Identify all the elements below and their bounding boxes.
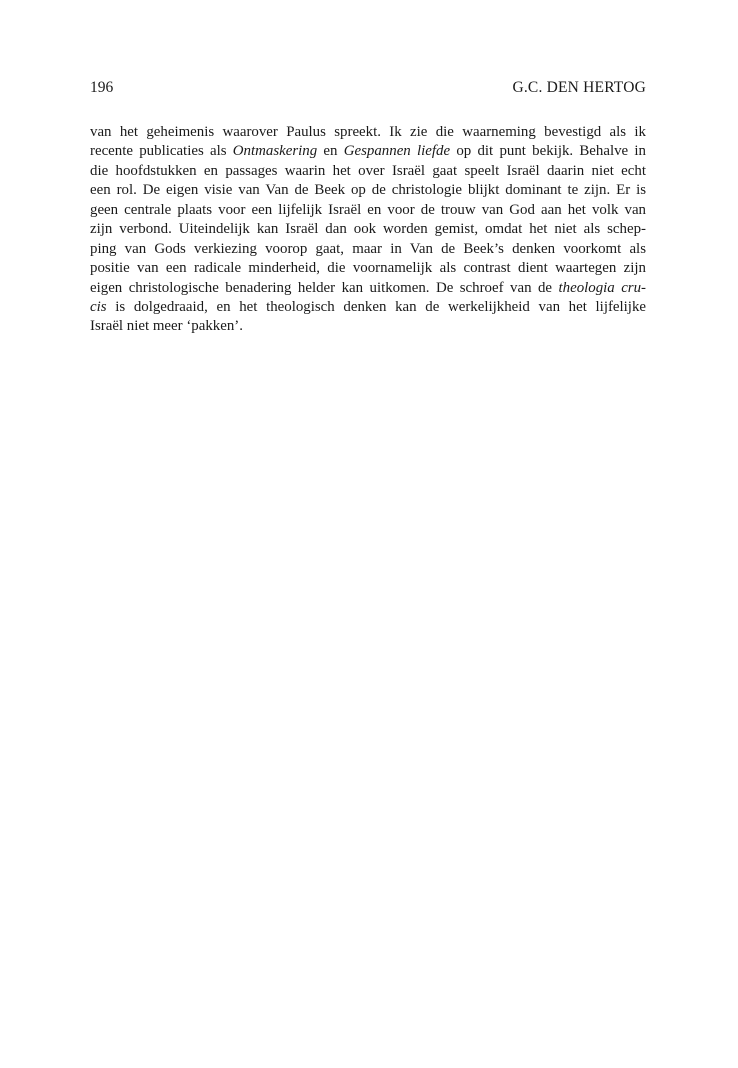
text-line [90, 298, 646, 317]
italic-term-theologia-crucis: cis [90, 298, 107, 315]
text-span: Israël niet meer ‘pakken’. [90, 318, 243, 335]
text-line [90, 240, 646, 259]
page-number: 196 [90, 79, 114, 96]
text-span: geen centrale plaats voor een lijfelijk Israël en voor de trouw van God aan het volk van [90, 201, 646, 218]
text-line [90, 259, 646, 278]
text-line [90, 317, 646, 336]
text-line [90, 142, 646, 161]
text-span: een rol. De eigen visie van Van de Beek op de christologie blijkt dominant te zijn. Er is [90, 182, 646, 199]
text-line [90, 220, 646, 239]
text-span: zijn verbond. Uiteindelijk kan Israël dan ook worden gemist, omdat het niet als schep- [90, 221, 646, 238]
text-span: van het geheimenis waarover Paulus spreekt. Ik zie die waarneming bevestigd als ik [90, 124, 646, 140]
text-span: die hoofdstukken en passages waarin het over Israël gaat speelt Israël daarin niet echt [90, 162, 646, 179]
italic-title-gespannen-liefde: Gespannen liefde [343, 143, 451, 160]
text-span: eigen christologische benadering helder kan uitkomen. De schroef van de [90, 279, 559, 296]
running-head [90, 78, 646, 98]
text-line [90, 123, 646, 142]
text-line [90, 162, 646, 181]
text-span: recente publicaties als [90, 143, 233, 160]
body-paragraph [90, 123, 646, 337]
text-span: ping van Gods verkiezing voorop gaat, maar in Van de Beek’s denken voorkomt als [90, 240, 646, 257]
running-title: G.C. DEN HERTOG [512, 79, 646, 96]
italic-title-ontmaskering: Ontmaskering [232, 143, 318, 160]
text-line [90, 201, 646, 220]
text-line [90, 279, 646, 298]
text-span: op dit punt bekijk. Behalve in [450, 143, 647, 160]
text-span: en [317, 143, 344, 160]
italic-term-theologia-crucis: theologia cru- [558, 279, 647, 296]
text-span: positie van een radicale minderheid, die voornamelijk als contrast dient waartegen zijn [90, 260, 646, 277]
text-line [90, 181, 646, 200]
text-span: is dolgedraaid, en het theologisch denken kan de werkelijkheid van het lijfelijke [106, 298, 646, 315]
